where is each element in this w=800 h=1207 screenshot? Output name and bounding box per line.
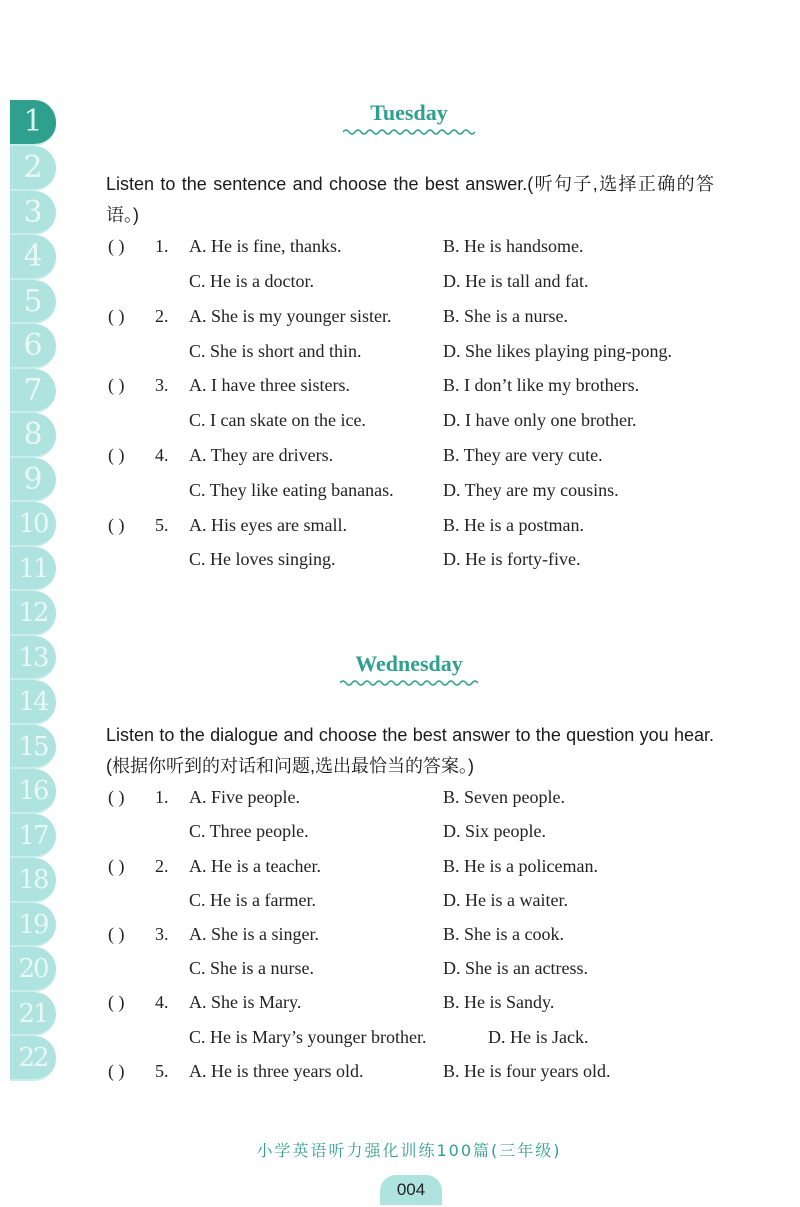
option-a: A. Five people.	[189, 787, 300, 807]
tuesday-instruction: Listen to the sentence and choose the best answer.(听句子,选择正确的答语。)	[106, 174, 714, 225]
answer-blank[interactable]: ( )	[108, 515, 125, 535]
answer-blank[interactable]: ( )	[108, 924, 125, 944]
unit-tab-11[interactable]: 11	[10, 547, 56, 592]
option-a: A. She is a singer.	[189, 924, 319, 944]
answer-blank[interactable]: ( )	[108, 856, 125, 876]
option-d: D. He is forty-five.	[443, 549, 581, 569]
option-a: A. They are drivers.	[189, 445, 334, 465]
option-b: B. He is a postman.	[443, 515, 584, 535]
option-a: A. He is three years old.	[189, 1061, 364, 1081]
option-d: D. She is an actress.	[443, 958, 588, 978]
option-b: B. He is Sandy.	[443, 992, 555, 1012]
question-number: 5.	[155, 1061, 169, 1081]
unit-tab-4[interactable]: 4	[10, 235, 56, 280]
option-c: C. They like eating bananas.	[189, 480, 394, 500]
answer-blank[interactable]: ( )	[108, 787, 125, 807]
unit-tab-3[interactable]: 3	[10, 191, 56, 236]
answer-blank[interactable]: ( )	[108, 992, 125, 1012]
unit-tab-8[interactable]: 8	[10, 413, 56, 458]
option-b: B. They are very cute.	[443, 445, 603, 465]
option-d: D. They are my cousins.	[443, 480, 619, 500]
wednesday-title: Wednesday	[355, 651, 463, 676]
answer-blank[interactable]: ( )	[108, 1061, 125, 1081]
option-c: C. He is a doctor.	[189, 271, 314, 291]
option-c: C. He is Mary’s younger brother.	[189, 1027, 427, 1047]
answer-blank[interactable]: ( )	[108, 445, 125, 465]
option-a: A. He is a teacher.	[189, 856, 321, 876]
unit-tab-22[interactable]: 22	[10, 1036, 56, 1081]
unit-tab-5[interactable]: 5	[10, 280, 56, 325]
option-b: B. He is handsome.	[443, 236, 584, 256]
question-number: 3.	[155, 924, 169, 944]
option-d: D. He is Jack.	[488, 1027, 589, 1047]
option-a: A. I have three sisters.	[189, 375, 350, 395]
option-c: C. She is short and thin.	[189, 341, 362, 361]
question-number: 1.	[155, 787, 169, 807]
tuesday-heading	[0, 100, 800, 136]
option-b: B. He is a policeman.	[443, 856, 598, 876]
option-c: C. He is a farmer.	[189, 890, 316, 910]
option-b: B. I don’t like my brothers.	[443, 375, 640, 395]
answer-blank[interactable]: ( )	[108, 306, 125, 326]
option-b: B. Seven people.	[443, 787, 565, 807]
unit-tabs	[10, 100, 56, 1081]
tuesday-title: Tuesday	[370, 100, 448, 125]
option-b: B. He is four years old.	[443, 1061, 611, 1081]
unit-tab-10[interactable]: 10	[10, 502, 56, 547]
question-number: 3.	[155, 375, 169, 395]
page-number: 004	[380, 1175, 442, 1205]
option-c: C. He loves singing.	[189, 549, 336, 569]
option-c: C. I can skate on the ice.	[189, 410, 366, 430]
book-title: 小学英语听力强化训练100篇(三年级)	[256, 1141, 562, 1160]
unit-tab-12[interactable]: 12	[10, 591, 56, 636]
answer-blank[interactable]: ( )	[108, 236, 125, 256]
option-a: A. He is fine, thanks.	[189, 236, 342, 256]
unit-tab-1[interactable]: 1	[10, 100, 56, 146]
option-d: D. She likes playing ping-pong.	[443, 341, 672, 361]
question-number: 1.	[155, 236, 169, 256]
option-d: D. He is a waiter.	[443, 890, 568, 910]
option-c: C. She is a nurse.	[189, 958, 314, 978]
option-b: B. She is a nurse.	[443, 306, 568, 326]
wednesday-instruction: Listen to the dialogue and choose the best answer to the question you hear. (根据你听到的对话和问题,选出最恰当的答案。)	[106, 725, 714, 776]
unit-tab-9[interactable]: 9	[10, 458, 56, 503]
unit-tab-7[interactable]: 7	[10, 369, 56, 414]
option-b: B. She is a cook.	[443, 924, 564, 944]
unit-tab-13[interactable]: 13	[10, 636, 56, 681]
question-number: 4.	[155, 992, 169, 1012]
unit-tab-18[interactable]: 18	[10, 858, 56, 903]
option-d: D. He is tall and fat.	[443, 271, 589, 291]
unit-tab-2[interactable]: 2	[10, 146, 56, 191]
answer-blank[interactable]: ( )	[108, 375, 125, 395]
unit-tab-20[interactable]: 20	[10, 947, 56, 992]
wednesday-heading	[0, 651, 800, 687]
question-number: 2.	[155, 856, 169, 876]
option-a: A. She is Mary.	[189, 992, 302, 1012]
wave-underline-icon	[340, 679, 478, 687]
unit-tab-15[interactable]: 15	[10, 725, 56, 770]
unit-tab-19[interactable]: 19	[10, 903, 56, 948]
unit-tab-21[interactable]: 21	[10, 992, 56, 1037]
option-d: D. I have only one brother.	[443, 410, 637, 430]
question-number: 4.	[155, 445, 169, 465]
unit-tab-17[interactable]: 17	[10, 814, 56, 859]
question-number: 2.	[155, 306, 169, 326]
unit-tab-14[interactable]: 14	[10, 680, 56, 725]
wave-underline-icon	[343, 128, 475, 136]
option-a: A. His eyes are small.	[189, 515, 347, 535]
option-d: D. Six people.	[443, 821, 546, 841]
unit-tab-6[interactable]: 6	[10, 324, 56, 369]
question-number: 5.	[155, 515, 169, 535]
unit-tab-16[interactable]: 16	[10, 769, 56, 814]
option-c: C. Three people.	[189, 821, 309, 841]
option-a: A. She is my younger sister.	[189, 306, 392, 326]
